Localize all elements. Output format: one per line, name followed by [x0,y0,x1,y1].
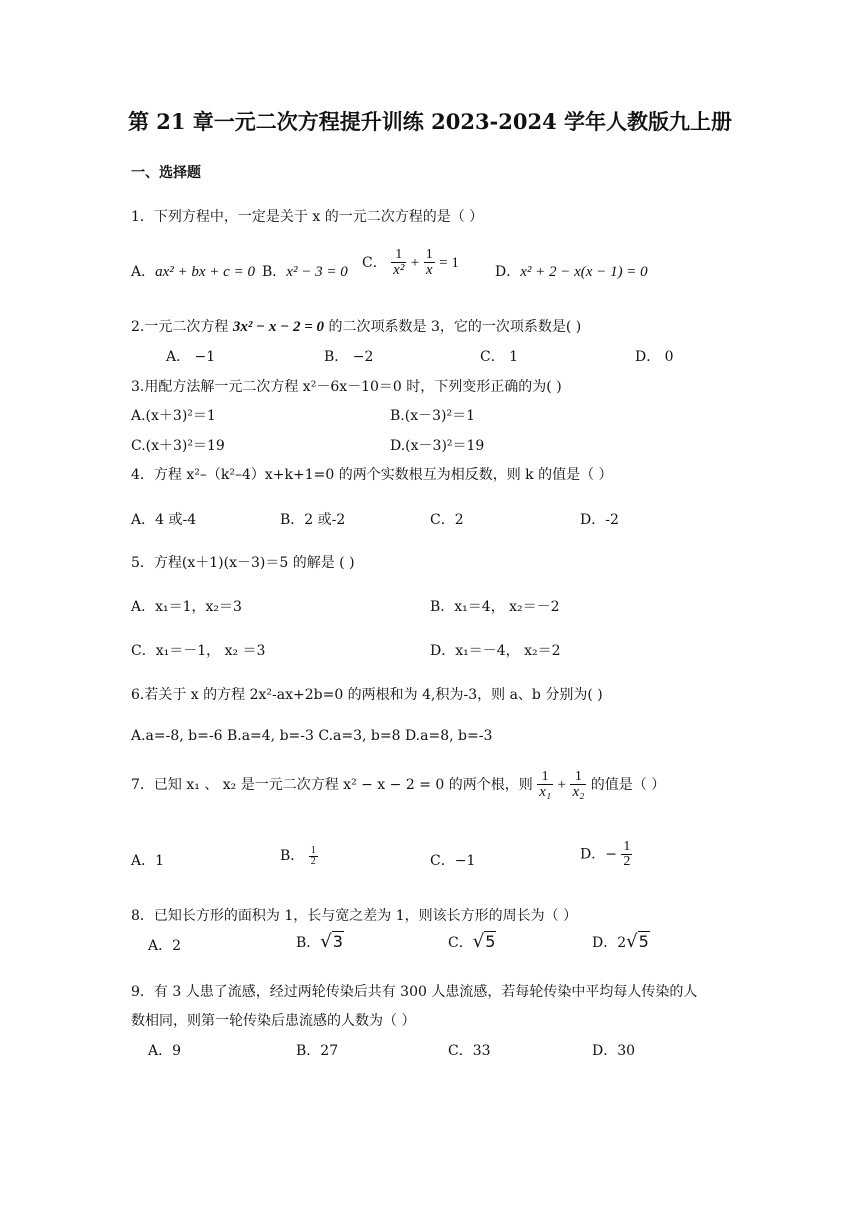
question-7-option-a: A．1 [131,853,165,869]
question-9-stem-line-2: 数相同，则第一轮传染后患流感的人数为（ ） [131,1013,416,1029]
question-8-stem: 8．已知长方形的面积为 1，长与宽之差为 1，则该长方形的周长为（ ） [131,908,578,924]
question-9-option-c: C．33 [448,1043,491,1059]
question-3-option-a: A.(x＋3)²＝1 [131,408,216,424]
question-8-option-a: A．2 [148,938,182,954]
question-5-option-c: C．x₁＝－1， x₂ ＝3 [131,643,266,659]
question-8-option-c: C．√5 [448,931,496,952]
question-5-option-b: B．x₁＝4， x₂＝－2 [430,599,560,615]
question-8-option-b: B．√3 [296,931,343,952]
question-9-option-a: A．9 [148,1043,182,1059]
question-3-stem: 3.用配方法解一元二次方程 x²－6x－10＝0 时，下列变形正确的为( ) [131,379,562,395]
page-title: 第 21 章一元二次方程提升训练 2023-2024 学年人教版九上册 [127,109,733,134]
question-6-stem: 6.若关于 x 的方程 2x²-ax+2b=0 的两根和为 4,积为-3，则 a、b 分别为( ) [131,687,603,703]
question-4-stem: 4．方程 x²–（k²–4）x+k+1=0 的两个实数根互为相反数，则 k 的值是（ ） [131,467,613,483]
question-5-stem: 5．方程(x＋1)(x－3)＝5 的解是 ( ) [131,555,355,571]
question-7-option-b: B． $\frac{1}{2}$ [280,844,316,867]
question-9-option-b: B．27 [296,1043,339,1059]
question-3-option-b: B.(x－3)²＝1 [390,408,475,424]
question-1-option-c: C． $\frac{1}{\text{x²}}$ + $\frac{1}{x}$ = 1 [362,247,459,278]
question-6-options: A.a=-8, b=-6 B.a=4, b=-3 C.a=3, b=8 D.a=8, b=-3 [131,728,493,744]
question-4-option-b: B．2 或-2 [280,512,346,528]
question-4-option-a: A．4 或-4 [131,512,197,528]
question-2-stem: 2.一元二次方程 3x² − x − 2 = 0 的二次项系数是 3，它的一次项系数是( ) [131,319,582,335]
question-7-option-d: D．− $\frac{1}{2}$ [580,839,631,869]
question-1-option-b: B．x² − 3 = 0 [262,264,348,280]
question-8-option-d: D．2√5 [592,931,649,952]
question-7-option-c: C．−1 [430,853,476,869]
question-9-stem-line-1: 9．有 3 人患了流感，经过两轮传染后共有 300 人患流感，若每轮传染中平均每人传染的人 [131,984,698,1000]
section-heading: 一、选择题 [131,165,201,181]
question-2-option-a: A． −1 [166,349,216,365]
question-5-option-a: A．x₁＝1，x₂＝3 [131,599,242,615]
question-5-option-d: D．x₁＝－4， x₂＝2 [430,643,561,659]
question-1-option-d: D．x² + 2 − x(x − 1) = 0 [495,264,648,280]
question-2-option-d: D． 0 [635,349,674,365]
question-1-option-a: A．ax² + bx + c = 0 [131,264,255,280]
question-3-option-c: C.(x＋3)²＝19 [131,438,225,454]
question-4-option-c: C．2 [430,512,464,528]
question-1-stem: 1．下列方程中，一定是关于 x 的一元二次方程的是（ ） [131,209,484,225]
question-7-stem: 7．已知 x₁ 、 x₂ 是一元二次方程 x² − x − 2 = 0 的两个根，则 $\frac{1}{\text{x₁}}$ + $\frac{1}{\text{x₂}}$ 的值是（ ） [131,769,666,800]
question-3-option-d: D.(x－3)²＝19 [390,438,485,454]
question-2-option-b: B． −2 [324,349,374,365]
question-2-option-c: C． 1 [480,349,519,365]
question-4-option-d: D．-2 [580,512,619,528]
question-9-option-d: D．30 [592,1043,636,1059]
